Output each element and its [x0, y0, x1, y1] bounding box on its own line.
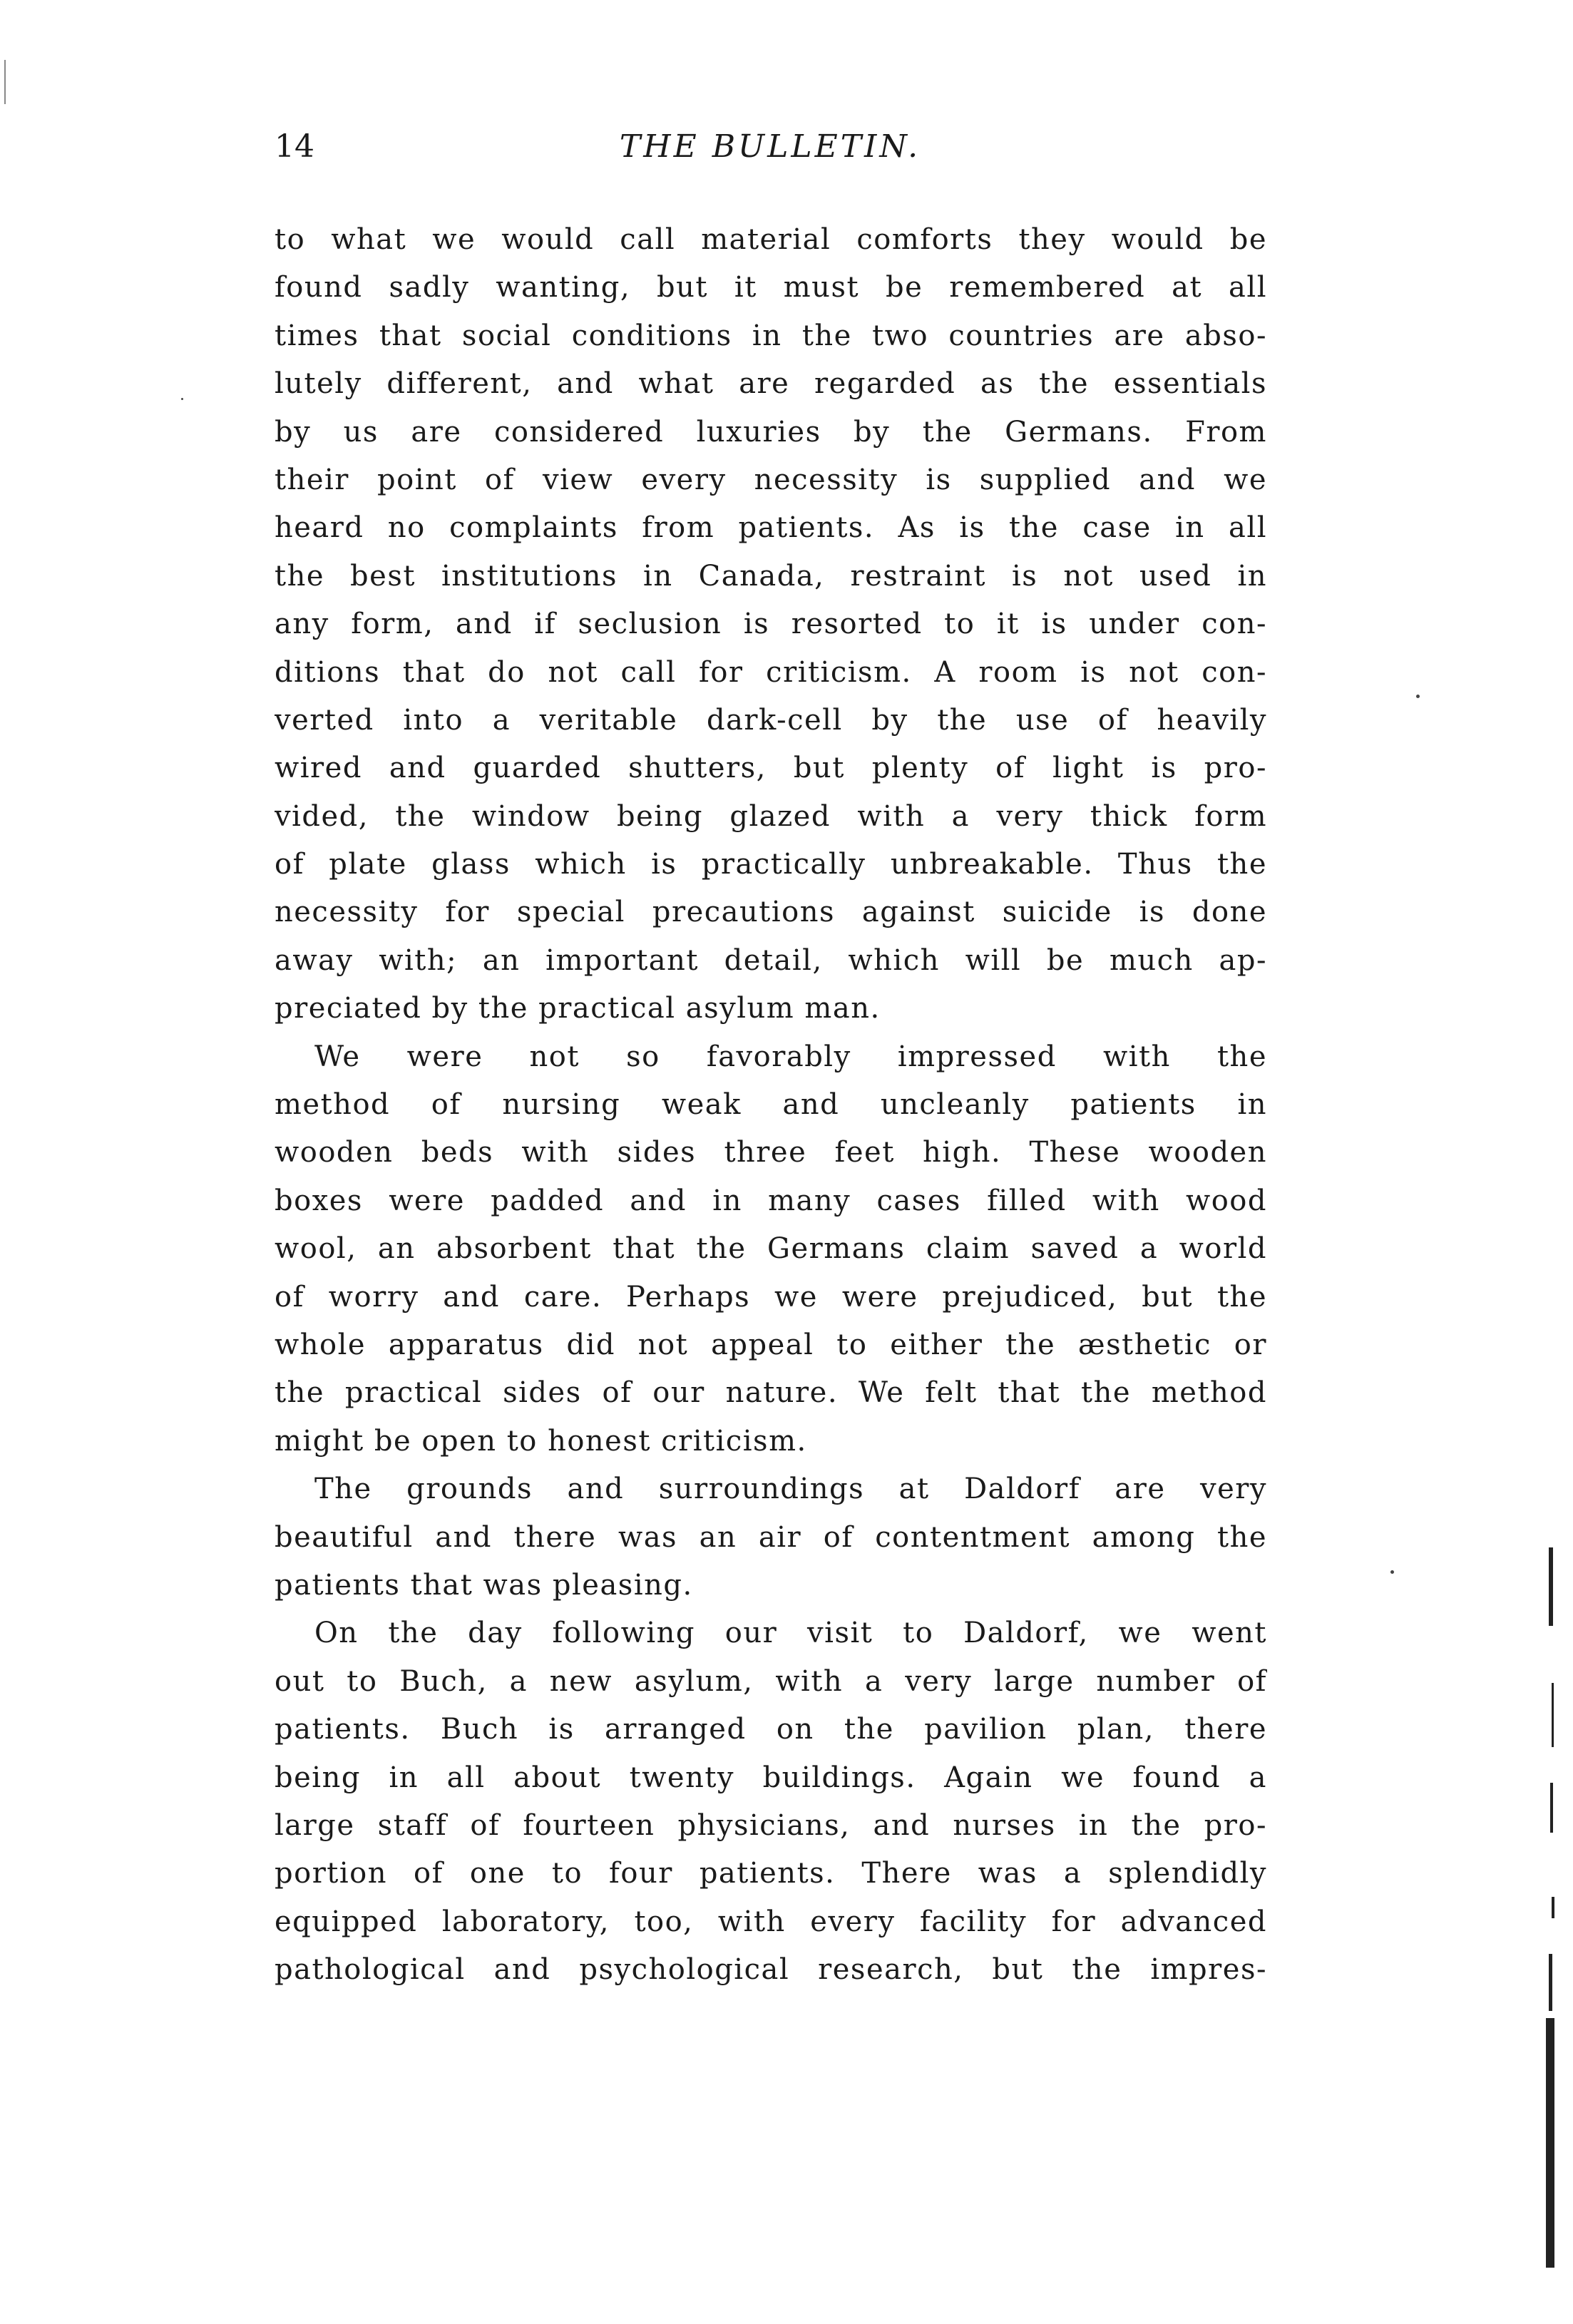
- text-line: of plate glass which is practically unbreakable. Thus the: [275, 848, 1267, 881]
- text-line: out to Buch, a new asylum, with a very large number of: [275, 1664, 1267, 1698]
- text-line: necessity for special precautions against suicide is done: [275, 896, 1267, 929]
- text-line: patients that was pleasing.: [275, 1568, 693, 1602]
- scan-edge-mark: [1546, 2018, 1554, 2268]
- text-line: wool, an absorbent that the Germans claim saved a world: [275, 1232, 1267, 1266]
- text-line: On the day following our visit to Daldorf, we went: [314, 1617, 1267, 1650]
- scan-speck: [181, 398, 183, 400]
- text-line: to what we would call material comforts they would be: [275, 223, 1267, 256]
- scan-edge-mark: [1550, 1783, 1553, 1833]
- text-line: of worry and care. Perhaps we were prejudiced, but the: [275, 1280, 1267, 1314]
- scan-mark-top-left: [4, 60, 6, 104]
- text-line: whole apparatus did not appeal to either the æsthetic or: [275, 1328, 1267, 1361]
- text-line: the practical sides of our nature. We felt that the method: [275, 1376, 1267, 1410]
- scan-speck: [1390, 1570, 1394, 1574]
- text-line: any form, and if seclusion is resorted to it is under con-: [275, 608, 1267, 641]
- text-line: portion of one to four patients. There was a splendidly: [275, 1857, 1267, 1890]
- text-line: ditions that do not call for criticism. A room is not con-: [275, 655, 1267, 689]
- text-line: wired and guarded shutters, but plenty of light is pro-: [275, 752, 1267, 785]
- text-line: their point of view every necessity is supplied and we: [275, 463, 1267, 496]
- text-line: pathological and psychological research, but the impres-: [275, 1953, 1267, 1987]
- scan-edge-mark: [1549, 1954, 1552, 2011]
- text-line: wooden beds with sides three feet high. These wooden: [275, 1136, 1267, 1169]
- text-line: beautiful and there was an air of contentment among the: [275, 1520, 1267, 1554]
- text-line: The grounds and surroundings at Daldorf are very: [314, 1473, 1267, 1506]
- text-line: We were not so favorably impressed with the: [314, 1040, 1267, 1073]
- text-line: being in all about twenty buildings. Again we found a: [275, 1761, 1267, 1794]
- text-line: away with; an important detail, which will be much ap-: [275, 943, 1267, 977]
- text-line: by us are considered luxuries by the Germans. From: [275, 415, 1267, 449]
- text-line: found sadly wanting, but it must be remembered at all: [275, 271, 1267, 304]
- scan-speck: [1416, 695, 1420, 698]
- page-number: 14: [275, 128, 314, 165]
- text-line: large staff of fourteen physicians, and nurses in the pro-: [275, 1808, 1267, 1842]
- text-line: method of nursing weak and uncleanly patients in: [275, 1088, 1267, 1122]
- scan-edge-mark: [1552, 1897, 1554, 1918]
- scan-edge-mark: [1552, 1683, 1554, 1747]
- text-line: equipped laboratory, too, with every facility for advanced: [275, 1905, 1267, 1938]
- text-line: lutely different, and what are regarded as the essentials: [275, 367, 1267, 401]
- text-line: heard no complaints from patients. As is the case in all: [275, 511, 1267, 545]
- running-title: THE BULLETIN.: [619, 128, 921, 165]
- text-line: patients. Buch is arranged on the pavilion plan, there: [275, 1713, 1267, 1746]
- text-line: the best institutions in Canada, restraint is not used in: [275, 559, 1267, 593]
- text-line: vided, the window being glazed with a very thick form: [275, 799, 1267, 833]
- body-text: [275, 216, 1267, 1994]
- text-line: times that social conditions in the two countries are abso-: [275, 319, 1267, 352]
- text-line: verted into a veritable dark-cell by the use of heavily: [275, 703, 1267, 737]
- text-line: preciated by the practical asylum man.: [275, 992, 881, 1025]
- text-line: boxes were padded and in many cases filled with wood: [275, 1184, 1267, 1217]
- scan-edge-mark: [1549, 1547, 1553, 1626]
- text-line: might be open to honest criticism.: [275, 1424, 807, 1458]
